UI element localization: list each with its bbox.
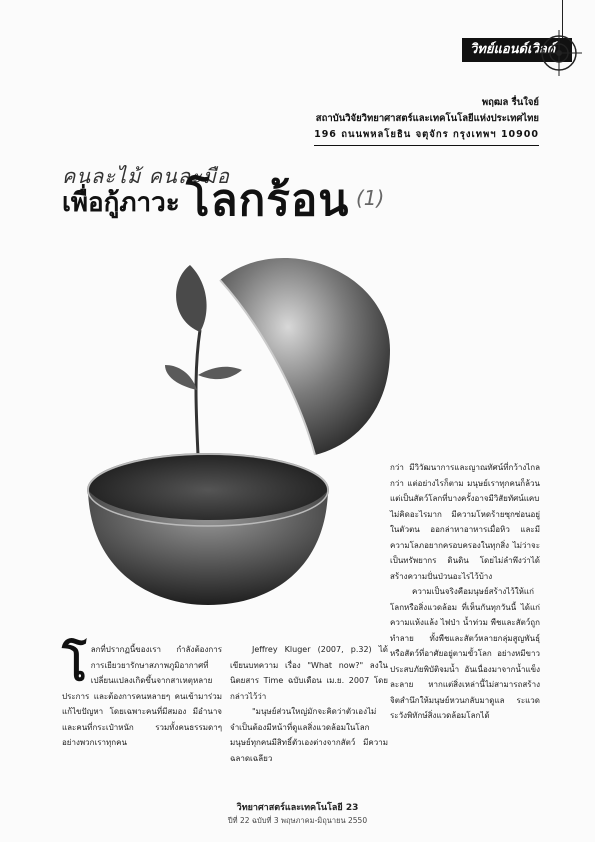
- issue-info: ปีที่ 22 ฉบับที่ 3 พฤษภาคม-มิถุนายน 2550: [227, 816, 368, 825]
- paragraph: ความเป็นจริงคือมนุษย์สร้างไว้ให้แก่โลกหรือสิ่งแวดล้อม ที่เห็นกันทุกวันนี้ ได้แก่ ความแห้งแล้ง ไฟป่า น้ำท่วม พืชและสัตว์ถูกทำลาย ทั้งพืชและสัตว์หลายกลุ่มสูญพันธุ์ หรือสัตว์ที่อาศัยอยู่ตามขั้วโลก อย่างหมีขาวประสบภัยพิบัติจมน้ำ อันเนื่องมาจากน้ำแข็งละลาย หากแต่สิ่งเหล่านี้ไม่สามารถสร้างจิตสำนึกให้มนุษย์หวนกลับมาดูแล ระแวดระวังพิทักษ์สิ่งแวดล้อมโลกได้: [390, 587, 540, 720]
- page-number: 23: [345, 803, 359, 813]
- paragraph: กว่า มีวิวัฒนาการและญาณทัศน์ที่กว้างไกลกว่า แต่อย่างไรก็ตาม มนุษย์เราทุกคนก็ล้วนแต่เป็นสัตว์โลกที่บางครั้งอาจมีวิสัยทัศน์แคบ ไม่คิดอะไรมาก มีความโหดร้ายซุกซ่อนอยู่ในตัวตน ออกล่าหาอาหารเมื่อหิว และมีความโลภอยากครอบครองในทุกสิ่ง ไม่ว่าจะเป็นทรัพยากร ดินดิน โดยไม่ลำพึงว่าได้สร้างความปั่นป่วนอะไรไว้บ้าง: [390, 463, 540, 581]
- paragraph: ลกที่ปรากฏนี้ของเรา กำลังต้องการการเยียวยารักษาสภาพภูมิอากาศที่เปลี่ยนแปลงเกิดขึ้นจากสาเหตุหลายประการ และต้องการคนหลายๆ คนเข้ามาร่วมแก้ไขปัญหา โดยเฉพาะคนที่มีสมอง มีอำนาจ และคนที่กระเป๋าหนัก รวมทั้งคนธรรมดาๆ อย่างพวกเราทุกคน: [62, 645, 222, 747]
- drop-cap: โ: [62, 637, 87, 691]
- title-main: โลกร้อน: [186, 175, 350, 226]
- author-name: พฤฒล รื่นใจย์: [481, 97, 539, 108]
- paragraph: "มนุษย์ส่วนใหญ่มักจะคิดว่าตัวเองไม่จำเป็นต้องมีหน้าที่ดูแลสิ่งแวดล้อมในโลก มนุษย์ทุกคนมีสิทธิ์ตัวเองต่างจากสัตว์ มีความฉลาดเฉลียว: [230, 707, 388, 763]
- body-column-right: [390, 460, 540, 724]
- author-block: [314, 95, 539, 146]
- page-footer: [0, 802, 595, 827]
- title-line-2: เพื่อกู้ภาวะ: [62, 188, 180, 218]
- body-column-2: [230, 642, 388, 766]
- title-part: (1): [356, 186, 385, 210]
- paragraph: Jeffrey Kluger (2007, p.32) ได้เขียนบทความ เรื่อง "What now?" ลงในนิตยสาร Time ฉบับเดือน เม.ย. 2007 โดยกล่าวไว้ว่า: [230, 645, 388, 701]
- author-affiliation: สถาบันวิจัยวิทยาศาสตร์และเทคโนโลยีแห่งประเทศไทย: [315, 113, 539, 124]
- title-line-1: คนละไม้ คนละมือ: [62, 164, 230, 188]
- body-column-1: [62, 637, 222, 751]
- crosshair-target-icon: [536, 30, 582, 76]
- author-address: 196 ถนนพหลโยธิน จตุจักร กรุงเทพฯ 10900: [314, 127, 539, 146]
- globe-with-sprouting-plant-icon: [70, 240, 400, 610]
- magazine-name: วิทยาศาสตร์และเทคโนโลยี: [236, 803, 343, 813]
- section-tab: วิทย์แอนด์เวิลด์: [462, 38, 572, 62]
